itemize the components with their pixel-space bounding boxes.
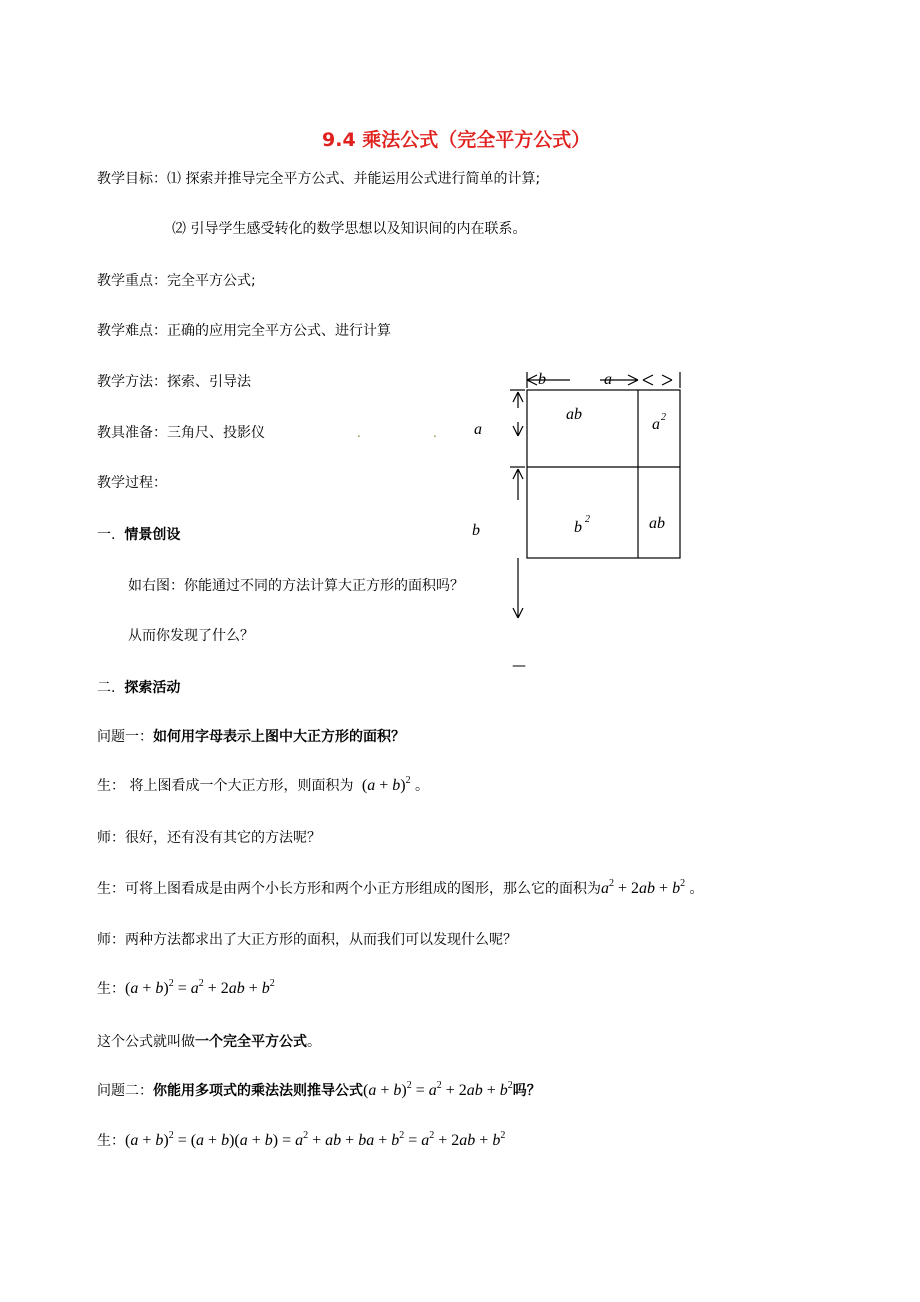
top-arrow-small	[643, 375, 672, 385]
method: 教学方法：探索、引导法	[97, 374, 251, 390]
section-1-title: 情景创设	[124, 527, 181, 543]
left-arrow-b-down	[513, 558, 523, 618]
formula-a-plus-b-squared: $(a + b)^2$	[357, 775, 411, 794]
question-1-text: 如何用字母表示上图中大正方形的面积？	[153, 729, 405, 745]
square-area-svg	[500, 370, 690, 625]
student-answer-3	[97, 978, 275, 998]
question-2-text: 你能用多项式的乘法法则推导公式	[153, 1083, 363, 1099]
square-area-figure	[500, 370, 690, 629]
teacher-line-1: 师：很好，还有没有其它的方法呢？	[97, 830, 321, 846]
cell-b2-exponent: 2	[585, 514, 590, 525]
process-label: 教学过程：	[97, 475, 167, 491]
top-arrow-b	[527, 375, 570, 385]
student-answer-1-prefix: 生： 将上图看成一个大正方形，则面积为	[97, 778, 354, 794]
student-answer-2	[97, 878, 704, 898]
key-point: 教学重点：完全平方公式;	[97, 273, 256, 289]
cell-ab-top: ab	[566, 406, 582, 423]
objective-2: ⑵ 引导学生感受转化的数学思想以及知识间的内在联系。	[172, 221, 527, 237]
formula-name-line	[97, 1031, 321, 1051]
section-1-heading	[97, 524, 180, 544]
page-title: 9.4 乘法公式（完全平方公式）	[322, 129, 591, 151]
mark-dot-1: .	[357, 426, 361, 440]
side-label-a: a	[474, 421, 482, 438]
question-2-formula: $(a + b)^2 = a^2 + 2ab + b^2$	[363, 1080, 513, 1099]
student-answer-1	[97, 775, 429, 795]
difficulty: 教学难点：正确的应用完全平方公式、进行计算	[97, 323, 391, 339]
objectives-line-1	[97, 168, 540, 188]
cell-a2: a	[652, 416, 660, 433]
question-2-prefix: 问题二：	[97, 1083, 153, 1099]
student-answer-1-end: 。	[415, 778, 430, 794]
intro-line-2: 从而你发现了什么？	[128, 628, 254, 644]
section-2-number: 二.	[97, 680, 116, 696]
intro-line-1: 如右图：你能通过不同的方法计算大正方形的面积吗？	[128, 578, 464, 594]
top-label-b: b	[538, 371, 546, 388]
top-label-a: a	[604, 371, 612, 388]
student-answer-3-prefix: 生：	[97, 981, 125, 997]
side-dash: —	[512, 658, 526, 674]
student-answer-4	[97, 1130, 505, 1150]
question-2	[97, 1080, 541, 1100]
perfect-square-formula: $(a + b)^2 = a^2 + 2ab + b^2$	[125, 978, 275, 997]
formula-expanded: $a^2 + 2ab + b^2$	[601, 878, 686, 897]
section-1-number: 一.	[97, 527, 116, 543]
student-answer-4-prefix: 生：	[97, 1133, 125, 1149]
derivation-formula: $(a + b)^2 = (a + b)(a + b) = a^2$ + ab + ba + $b^2 = a^2 + 2ab + b^2$	[125, 1130, 506, 1149]
question-1-prefix: 问题一：	[97, 729, 153, 745]
objective-1: ⑴ 探索并推导完全平方公式、并能运用公式进行简单的计算;	[167, 171, 541, 187]
section-2-heading	[97, 677, 180, 697]
left-arrow-b-up	[513, 469, 523, 500]
side-label-b: b	[472, 522, 480, 539]
cell-b2: b	[574, 519, 582, 536]
section-2-title: 探索活动	[124, 680, 181, 696]
formula-name-prefix: 这个公式就叫做	[97, 1034, 195, 1050]
student-answer-2-end: 。	[689, 881, 704, 897]
objectives-label: 教学目标：	[97, 171, 167, 187]
question-2-end: 吗？	[512, 1083, 541, 1099]
cell-ab-bottom: ab	[649, 515, 665, 532]
question-1	[97, 726, 405, 746]
teacher-line-2: 师：两种方法都求出了大正方形的面积，从而我们可以发现什么呢？	[97, 932, 517, 948]
cell-a2-exponent: 2	[661, 412, 666, 423]
left-arrow-a-up	[513, 392, 523, 408]
tools: 教具准备：三角尺、投影仪	[97, 425, 265, 441]
student-answer-2-prefix: 生：可将上图看成是由两个小长方形和两个小正方形组成的图形，那么它的面积为	[97, 881, 601, 897]
mark-dot-2: .	[433, 426, 437, 440]
left-arrow-a-down	[513, 422, 523, 436]
formula-name-end: 。	[307, 1034, 321, 1050]
formula-name-bold: 一个完全平方公式	[195, 1034, 307, 1050]
